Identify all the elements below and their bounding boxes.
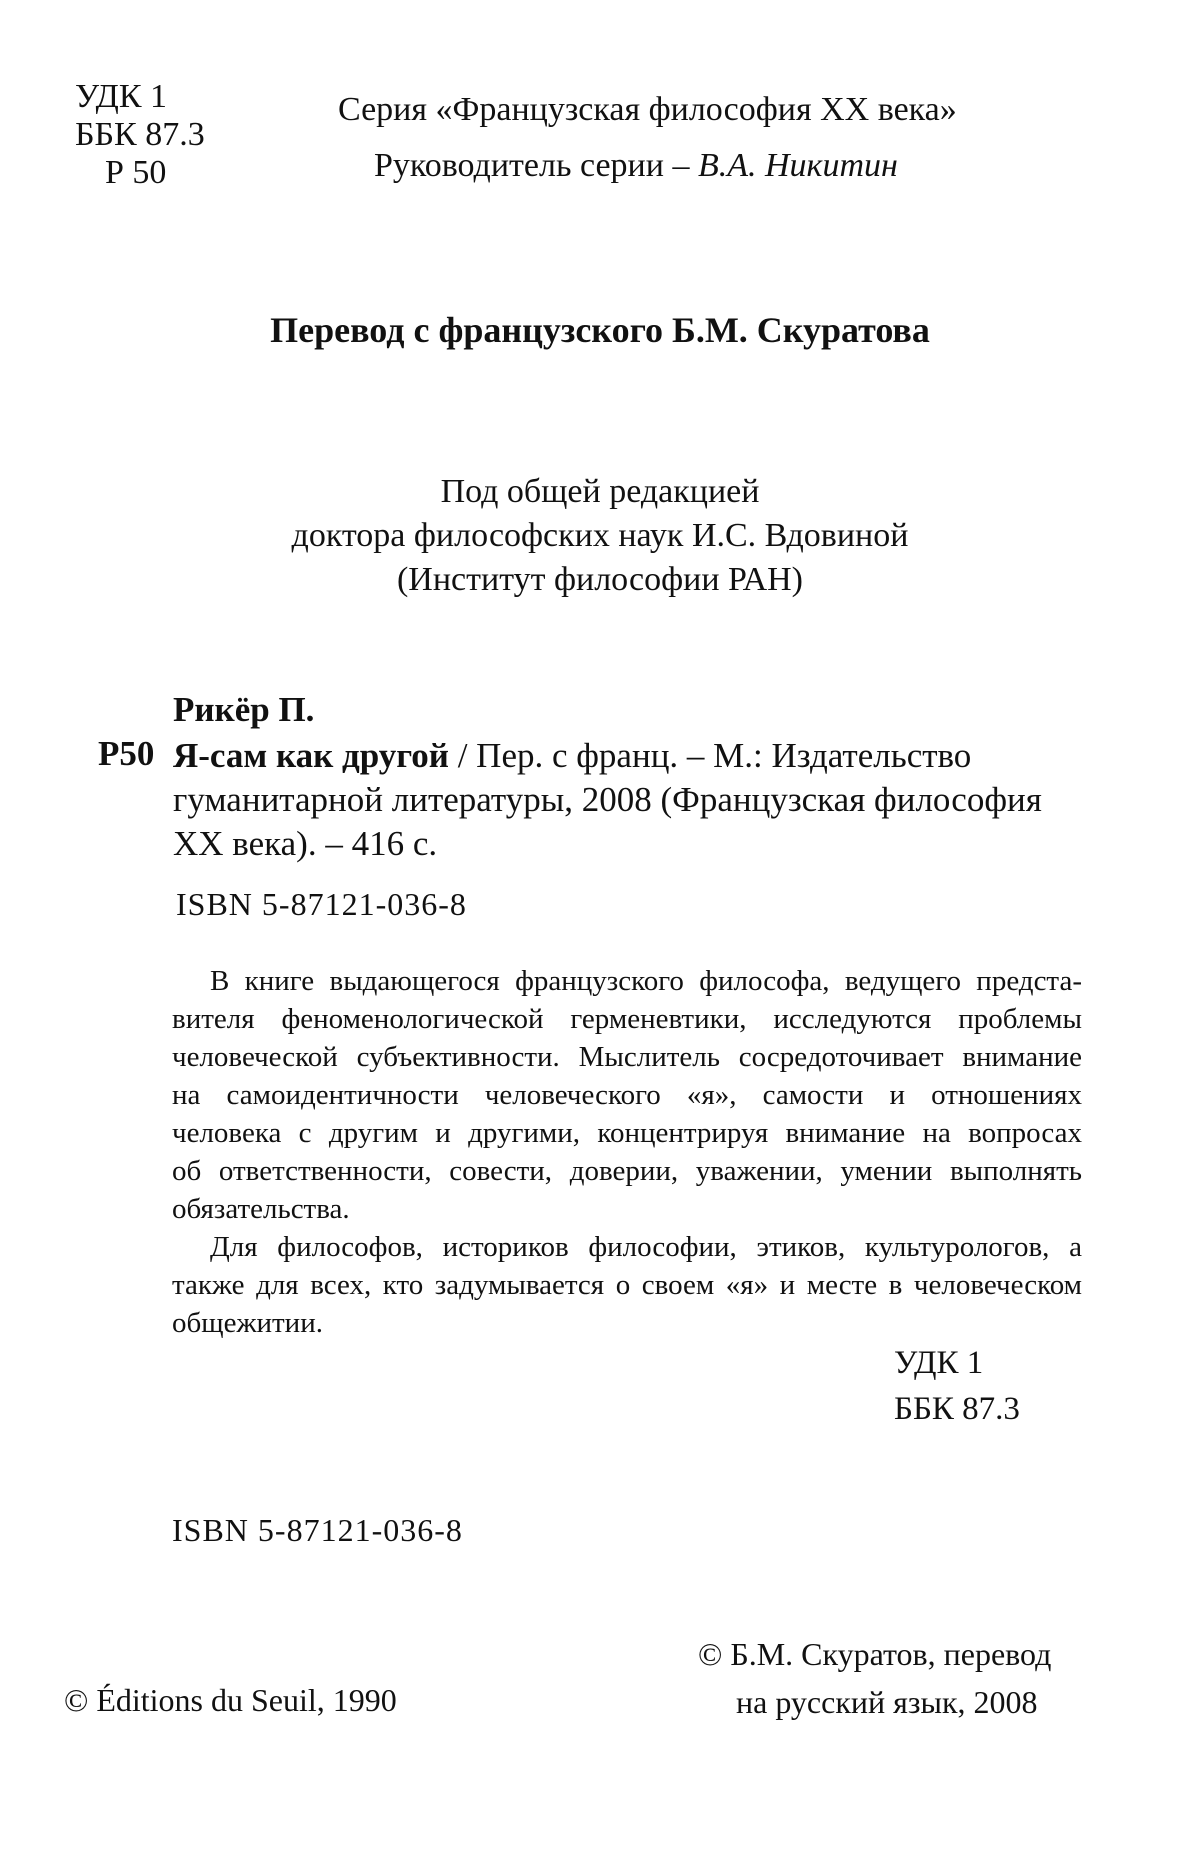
biblio-line-3: XX века). – 416 с. [173, 824, 438, 863]
editorship-line-3: (Институт философии РАН) [396, 561, 804, 598]
annotation-paragraph-2 [172, 1228, 1082, 1342]
annotation-line: обязательства. [172, 1193, 350, 1225]
annotation-line: об ответственности, совести, доверии, уважении, умении выполнять [172, 1155, 1082, 1187]
series-title: Серия «Французская философия XX века» [338, 91, 957, 128]
editorship-line-1: Под общей редакцией [440, 473, 760, 510]
series-editor-label: Руководитель серии – [374, 147, 698, 184]
copyright-translation [698, 1630, 1051, 1726]
isbn-middle: ISBN 5-87121-036-8 [176, 886, 467, 922]
biblio-description [173, 734, 1042, 866]
translation-credit: Перевод с французского Б.М. Скуратова [270, 310, 930, 350]
copyright-translation-line-2: на русский язык, 2008 [736, 1684, 1038, 1720]
biblio-author: Рикёр П. [173, 690, 315, 729]
author-mark: Р 50 [105, 154, 167, 191]
biblio-line-1 [173, 734, 1042, 778]
annotation [172, 962, 1082, 1342]
annotation-line: Для философов, историков философии, этиков, культурологов, а [210, 1231, 1082, 1263]
isbn-bottom: ISBN 5-87121-036-8 [172, 1512, 463, 1548]
series-editor [338, 138, 957, 194]
biblio-title: Я-сам как другой [173, 736, 449, 775]
annotation-line: человеческой субъективности. Мыслитель сосредоточивает внимание [172, 1041, 1082, 1073]
biblio-code: Р50 [98, 734, 155, 773]
classification-codes-bottom [894, 1340, 1020, 1432]
editorship-line-2: доктора философских наук И.С. Вдовиной [291, 517, 909, 554]
classification-codes-top [75, 78, 205, 192]
editorship-block [0, 470, 1200, 602]
annotation-line: В книге выдающегося французского философа, ведущего предста- [210, 965, 1082, 997]
annotation-line: общежитии. [172, 1307, 323, 1339]
annotation-line: человека с другим и другими, концентрируя внимание на вопросах [172, 1117, 1082, 1149]
biblio-line-2: гуманитарной литературы, 2008 (Французская философия [173, 780, 1042, 819]
bbk-code: ББК 87.3 [75, 116, 205, 153]
biblio-line-1-rest: / Пер. с франц. – М.: Издательство [448, 736, 972, 775]
udk-code: УДК 1 [75, 78, 168, 115]
copyright-translation-line-1: © Б.М. Скуратов, перевод [698, 1636, 1052, 1672]
annotation-line: также для всех, кто задумывается о своем «я» и месте в человеческом [172, 1269, 1082, 1301]
bbk-code-bottom: ББК 87.3 [894, 1391, 1020, 1427]
copyright-original: © Éditions du Seuil, 1990 [64, 1682, 397, 1718]
series-block [338, 82, 957, 194]
annotation-line: вителя феноменологической герменевтики, исследуются проблемы [172, 1003, 1082, 1035]
series-editor-name: В.А. Никитин [697, 147, 898, 184]
annotation-paragraph-1 [172, 962, 1082, 1228]
udk-code-bottom: УДК 1 [894, 1345, 984, 1381]
annotation-line: на самоидентичности человеческого «я», самости и отношениях [172, 1079, 1082, 1111]
